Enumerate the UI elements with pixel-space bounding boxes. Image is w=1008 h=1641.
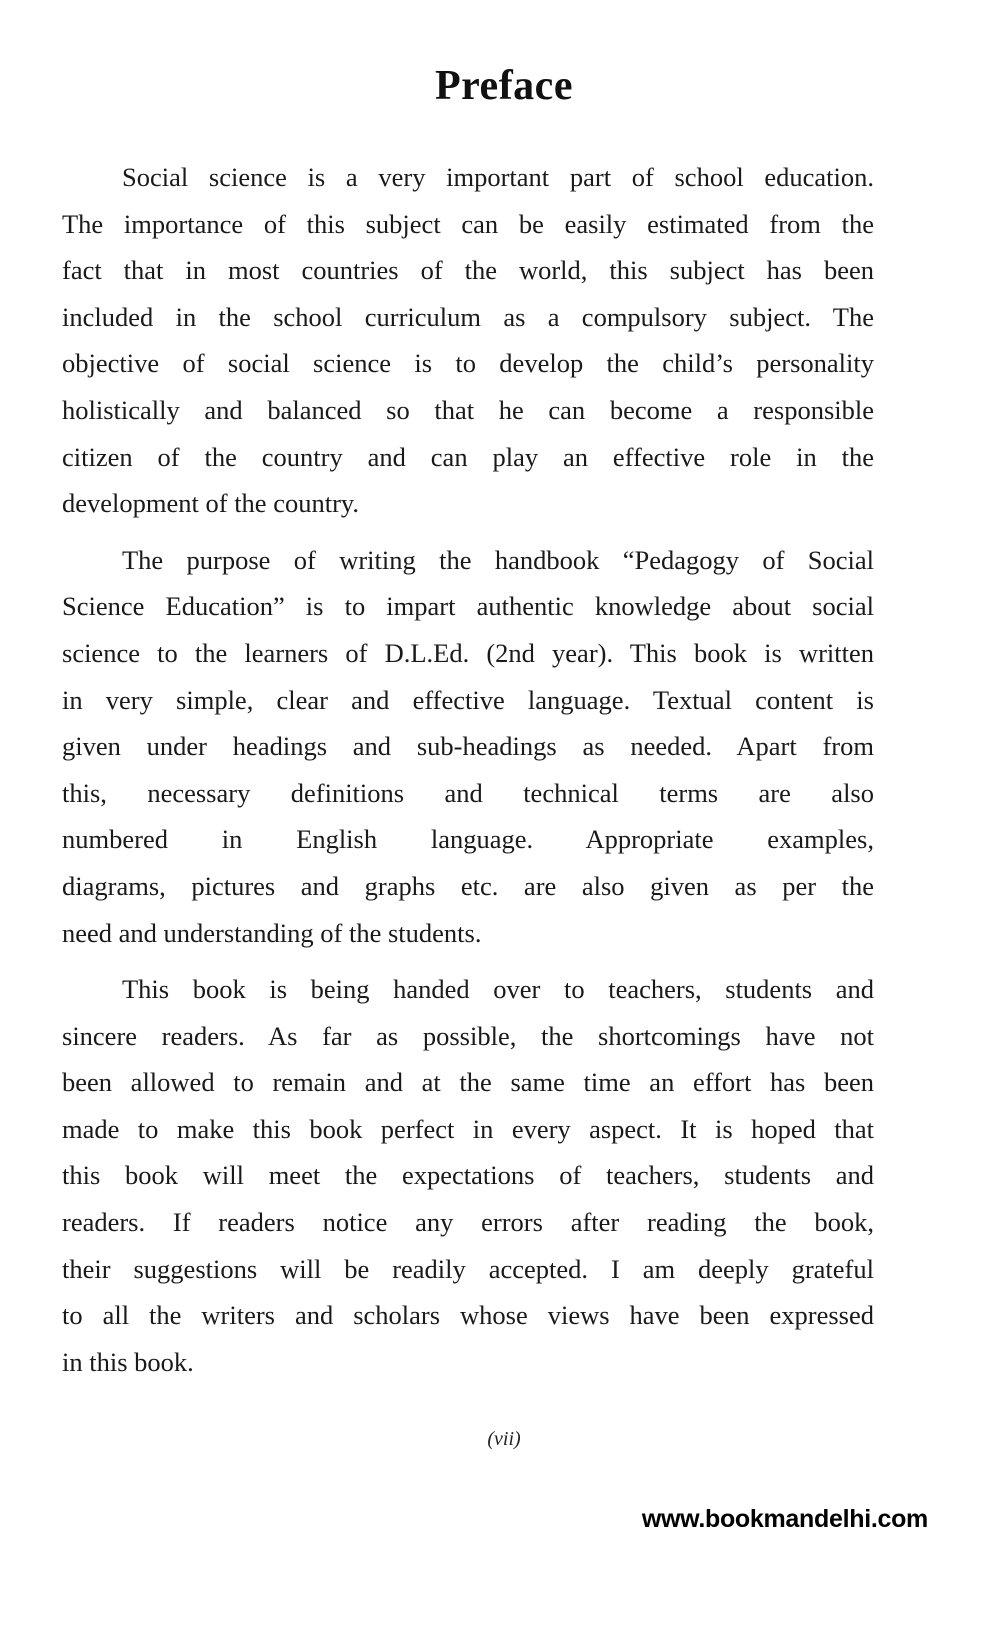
paragraph-3: [62, 966, 874, 1385]
text-line: need and understanding of the students.: [62, 917, 482, 948]
paragraph-2: [62, 537, 874, 956]
text-line: given under headings and sub-headings as needed. Apart from: [62, 731, 874, 762]
text-line: readers. If readers notice any errors after reading the book,: [62, 1207, 874, 1238]
text-line: made to make this book perfect in every aspect. It is hoped that: [62, 1113, 874, 1144]
text-line: included in the school curriculum as a compulsory subject. The: [62, 301, 874, 332]
text-line: been allowed to remain and at the same time an effort has been: [62, 1067, 874, 1098]
text-line: The purpose of writing the handbook “Pedagogy of Social: [122, 544, 874, 575]
text-line: sincere readers. As far as possible, the shortcomings have not: [62, 1020, 874, 1051]
text-line: their suggestions will be readily accepted. I am deeply grateful: [62, 1253, 874, 1284]
text-line: objective of social science is to develop the child’s personality: [62, 348, 874, 379]
text-line: citizen of the country and can play an effective role in the: [62, 441, 874, 472]
text-line: This book is being handed over to teachers, students and: [122, 974, 874, 1005]
text-line: fact that in most countries of the world, this subject has been: [62, 255, 874, 286]
text-line: this book will meet the expectations of teachers, students and: [62, 1160, 874, 1191]
text-line: The importance of this subject can be easily estimated from the: [62, 208, 874, 239]
text-line: science to the learners of D.L.Ed. (2nd year). This book is written: [62, 637, 874, 668]
text-line: diagrams, pictures and graphs etc. are also given as per the: [62, 870, 874, 901]
text-line: development of the country.: [62, 488, 360, 519]
page-title: Preface: [435, 63, 573, 109]
text-line: Social science is a very important part of school education.: [122, 162, 874, 192]
text-line: Science Education” is to impart authentic knowledge about social: [62, 591, 874, 622]
text-line: to all the writers and scholars whose views have been expressed: [62, 1300, 874, 1331]
text-line: holistically and balanced so that he can become a responsible: [62, 394, 874, 425]
paragraph-1: [62, 154, 874, 527]
watermark-url: www.bookmandelhi.com: [641, 1505, 928, 1533]
text-line: numbered in English language. Appropriate examples,: [62, 824, 874, 855]
text-line: in very simple, clear and effective language. Textual content is: [62, 684, 874, 715]
text-line: in this book.: [62, 1346, 194, 1377]
page-number: (vii): [487, 1428, 521, 1450]
text-line: this, necessary definitions and technical terms are also: [62, 777, 874, 808]
preface-body: [62, 154, 874, 1395]
